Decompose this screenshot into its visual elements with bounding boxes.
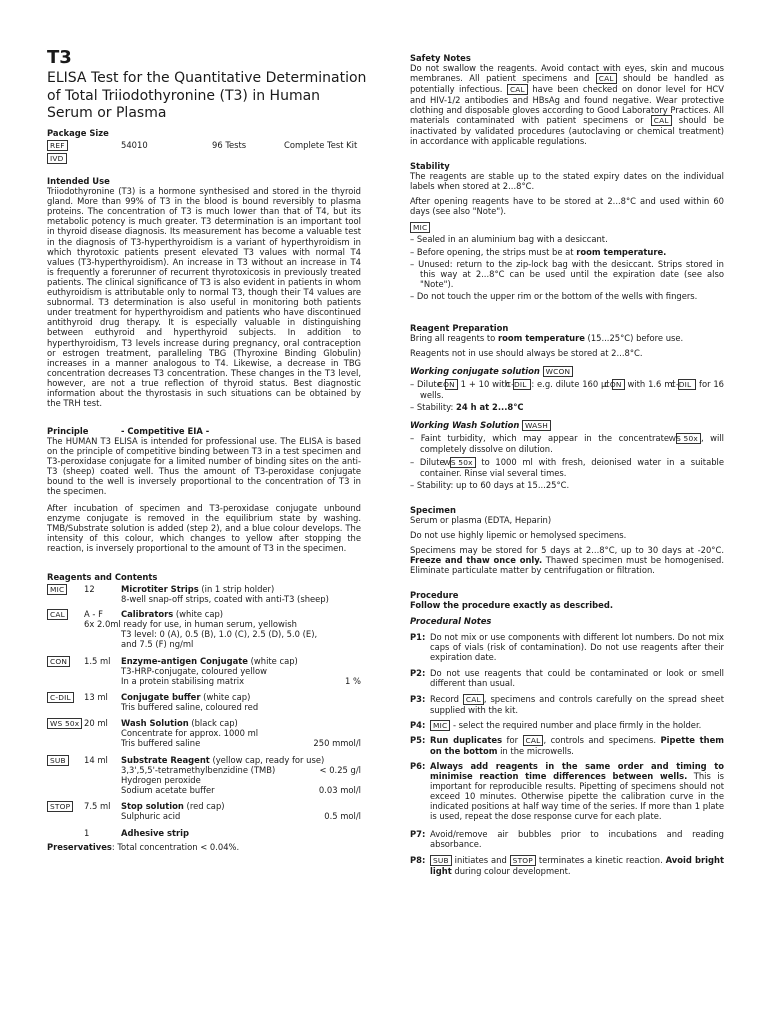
- wash-symbol: WASH: [522, 420, 551, 431]
- wcon-symbol: WCON: [543, 366, 574, 377]
- specimen-heading: Specimen: [410, 505, 456, 515]
- mic-symbol: MIC: [410, 222, 430, 233]
- working-wash-heading: Working Wash Solution WASH: [410, 420, 724, 431]
- working-wash-bullet-3: – Stability: up to 60 days at 15...25°C.: [410, 479, 570, 490]
- ws-symbol: WS 50x: [47, 718, 82, 729]
- stability-bullet-4: – Do not touch the upper rim or the bottom of the wells with fingers.: [410, 290, 698, 301]
- ws-name: Wash Solution: [121, 718, 189, 728]
- sub-qty: 14 ml: [84, 755, 108, 765]
- procedure-heading: Procedure: [410, 590, 459, 600]
- stop-val2: 0.5 mol/l: [324, 811, 361, 821]
- con-name: Enzyme-antigen Conjugate: [121, 656, 248, 666]
- ws-symbol: WS 50x: [450, 457, 475, 468]
- cdil-line2: Tris buffered saline, coloured red: [121, 702, 259, 713]
- con-qty: 1.5 ml: [84, 656, 111, 666]
- cal-symbol: CAL: [47, 609, 68, 620]
- stop-symbol: STOP: [47, 801, 73, 812]
- con-val3: 1 %: [345, 676, 361, 686]
- stability-bullet-3: – Unused: return to the zip-lock bag with the desiccant. Strips stored in this way at 2...8°C can be used until the expiration date (see also "Note").: [410, 258, 724, 289]
- cdil-desc: (white cap): [203, 692, 251, 702]
- cal-symbol: CAL: [523, 735, 544, 746]
- principle-method: - Competitive EIA -: [121, 426, 210, 436]
- stability-paragraph-2: After opening reagents have to be stored at 2...8°C and used within 60 days (see also "Note").: [410, 196, 724, 217]
- reagent-preparation-p1: Bring all reagents to room temperature (15...25°C) before use.: [410, 333, 684, 344]
- ref-symbol: REF: [47, 140, 68, 151]
- cal-symbol: CAL: [507, 84, 528, 95]
- specimen-p2: Do not use highly lipemic or hemolysed specimens.: [410, 530, 627, 541]
- document-subtitle: ELISA Test for the Quantitative Determination of Total Triiodothyronine (T3) in Human Serum or Plasma: [47, 70, 367, 121]
- sub-line2: 3,3',5,5'-tetramethylbenzidine (TMB): [121, 765, 276, 776]
- working-wash-bullet-2: – Dilute WS 50x to 1000 ml with fresh, deionised water in a suitable container. Rinse vial several times.: [410, 456, 725, 478]
- stop-desc: (red cap): [186, 801, 225, 811]
- cal-line4: and 7.5 (F) ng/ml: [121, 639, 194, 649]
- adhesive-name: Adhesive strip: [121, 828, 190, 838]
- sub-val2: < 0.25 g/l: [319, 765, 361, 775]
- ws-line2: Concentrate for approx. 1000 ml: [121, 728, 259, 739]
- working-wash-bullet-1: – Faint turbidity, which may appear in the concentrate WS 50x , will completely dissolve on dilution.: [410, 433, 725, 455]
- principle-heading: Principle: [47, 426, 89, 436]
- mic-name: Microtiter Strips: [121, 584, 199, 594]
- safety-notes-heading: Safety Notes: [410, 53, 471, 63]
- kit-type: Complete Test Kit: [284, 140, 358, 151]
- working-conjugate-heading: Working conjugate solution WCON: [410, 366, 724, 377]
- sub-symbol: SUB: [430, 855, 452, 866]
- procedure-section: Procedure Follow the procedure exactly as described. Procedural Notes P1: Do not mix or use components with different lot numbers. Do not mix caps of vials (risk of contamination). Do not use reagents after their expiration date. P2: Do not use reagents that could be contaminated or look or smell different than usual. P3: Record CAL , specimens and controls carefully on the spread sheet supplied with the kit. P4: MIC - select the required number and place firmly in the holder. P5: Run duplicates for CAL , controls and specimens. Pipette them on the bottom in the microwells. P6: Always add reagents in the same order and timing to minimise reaction time differences between wells. This is important for reproducible results. Pipetting of specimens should not exceed 10 minutes. Otherwise pipette the calibration curve in the indicated positions at half way time of the series. If more than 1 plate is used, repeat the dose response curve for each plate. P7: Avoid/remove air bubbles prior to incubations and reading absorbance. P8: SUB initiates and STOP terminates a kinetic reaction. Avoid bright light during colour development.: [410, 590, 724, 876]
- sub-name: Substrate Reagent: [121, 755, 210, 765]
- cal-symbol: CAL: [651, 115, 672, 126]
- cdil-qty: 13 ml: [84, 692, 108, 702]
- reagent-preparation-p2: Reagents not in use should always be stored at 2...8°C.: [410, 348, 643, 359]
- safety-notes-section: [410, 53, 724, 147]
- adhesive-qty: 1: [84, 828, 90, 838]
- working-conjugate-stability: – Stability: 24 h at 2...8°C: [410, 402, 524, 413]
- cdil-symbol: C-DIL: [678, 379, 697, 390]
- principle-paragraph-2: After incubation of specimen and T3-peroxidase conjugate unbound enzyme conjugate is removed in the equilibrium state by washing. TMB/Substrate solution is added (step 2), and a blue colour develops. The intensity of this colour, which changes to yellow after stopping the reaction, is inversely proportional to the amount of T3 in the specimen.: [47, 502, 361, 553]
- procedure-follow: Follow the procedure exactly as described.: [410, 600, 614, 611]
- cal-line2: 6x 2.0ml ready for use, in human serum, yellowish: [84, 619, 297, 629]
- document-title: T3: [47, 47, 72, 68]
- ref-number: 54010: [121, 140, 148, 151]
- sub-val4: 0.03 mol/l: [318, 785, 361, 795]
- cdil-name: Conjugate buffer: [121, 692, 201, 702]
- package-size-heading: Package Size: [47, 128, 109, 138]
- ws-desc: (black cap): [191, 718, 238, 728]
- specimen-section: [410, 505, 724, 576]
- mic-symbol: MIC: [430, 720, 450, 731]
- stability-paragraph-1: The reagents are stable up to the stated expiry dates on the individual labels when stored at 2...8°C.: [410, 171, 724, 192]
- stop-symbol: STOP: [510, 855, 536, 866]
- preservatives-line: [47, 842, 361, 852]
- sub-line3: Hydrogen peroxide: [121, 775, 201, 786]
- stability-heading: Stability: [410, 161, 450, 171]
- cdil-symbol: C-DIL: [47, 692, 74, 703]
- con-line2: T3-HRP-conjugate, coloured yellow: [121, 666, 267, 677]
- working-conjugate-bullet-1: – Dilute CON 1 + 10 with C-DIL : e.g. dilute 160 µl CON with 1.6 ml C-DIL for 16 wells.: [410, 379, 725, 401]
- ws-val3: 250 mmol/l: [313, 738, 361, 748]
- cal-line3: T3 level: 0 (A), 0.5 (B), 1.0 (C), 2.5 (D), 5.0 (E),: [121, 629, 318, 639]
- specimen-p3: Specimens may be stored for 5 days at 2...8°C, up to 30 days at -20°C. Freeze and thaw once only. Thawed specimen must be homogenised. Eliminate particulate matter by centrifugation or filtration.: [410, 545, 724, 576]
- specimen-p1: Serum or plasma (EDTA, Heparin): [410, 515, 552, 526]
- con-symbol: CON: [612, 379, 625, 390]
- stability-bullet-1: – Sealed in an aluminium bag with a desiccant.: [410, 234, 608, 245]
- intended-use-section: [47, 176, 361, 408]
- test-count: 96 Tests: [212, 140, 247, 151]
- safety-notes-text: Do not swallow the reagents. Avoid contact with eyes, skin and mucous membranes. All patient specimens and CAL should be handled as potentially infectious. CAL have been checked on donor level for HCV and HIV-1/2 antibodies and HBsAg and found negative. Wear protective clothing and disposable gloves according to Good Laboratory Practices. All materials contaminated with patient specimens or CAL should be inactivated by validated procedures (autoclaving or chemical treatment) in accordance with applicable regulations.: [410, 63, 725, 147]
- principle-paragraph-1: The HUMAN T3 ELISA is intended for professional use. The ELISA is based on the principle of competitive binding between T3 in a test specimen and T3-peroxidase conjugate for a limited number of binding sites on the anti-T3 (sheep) coated well. Thus the amount of T3-peroxidase conjugate bound to the well is inversely proportional to the concentration of T3 in the specimen.: [47, 436, 361, 497]
- cal-symbol: CAL: [596, 73, 617, 84]
- stability-section: [410, 161, 724, 301]
- mic-desc: (in 1 strip holder): [201, 584, 275, 594]
- reagents-section: [47, 572, 361, 862]
- mic-line2: 8-well snap-off strips, coated with anti-T3 (sheep): [121, 594, 329, 605]
- procedural-notes-heading: Procedural Notes: [410, 616, 492, 627]
- ws-symbol: WS 50x: [676, 433, 701, 444]
- stop-line2: Sulphuric acid: [121, 811, 181, 822]
- package-size-section: [47, 128, 361, 165]
- reagents-heading: Reagents and Contents: [47, 572, 158, 582]
- preservatives-text: : Total concentration < 0.04%.: [111, 842, 240, 852]
- cal-desc: (white cap): [175, 609, 224, 619]
- stop-name: Stop solution: [121, 801, 184, 811]
- reagent-preparation-heading: Reagent Preparation: [410, 323, 509, 333]
- cal-qty: A - F: [84, 609, 103, 619]
- con-symbol: CON: [445, 379, 458, 390]
- sub-line4: Sodium acetate buffer: [121, 785, 215, 796]
- cdil-symbol: C-DIL: [513, 379, 532, 390]
- cal-symbol: CAL: [463, 694, 484, 705]
- stop-qty: 7.5 ml: [84, 801, 111, 811]
- ws-line3: Tris buffered saline: [121, 738, 201, 749]
- con-desc: (white cap): [250, 656, 298, 666]
- ivd-symbol: IVD: [47, 153, 67, 164]
- con-line3: In a protein stabilising matrix: [121, 676, 245, 687]
- mic-qty: 12: [84, 584, 95, 594]
- ws-qty: 20 ml: [84, 718, 108, 728]
- preservatives-label: Preservatives: [47, 842, 112, 852]
- cal-name: Calibrators: [121, 609, 174, 619]
- principle-section: [47, 426, 361, 553]
- sub-symbol: SUB: [47, 755, 69, 766]
- reagent-preparation-section: [410, 323, 724, 490]
- intended-use-heading: Intended Use: [47, 176, 110, 186]
- mic-symbol: MIC: [47, 584, 67, 595]
- sub-desc: (yellow cap, ready for use): [212, 755, 325, 765]
- intended-use-text: Triiodothyronine (T3) is a hormone synthesised and stored in the thyroid gland. More than 99% of T3 in the blood is bound reversibly to plasma proteins. The concentration of T3 is much lower than that of T4, but its metabolic potency is much greater. T3 determination is an important tool in thyroid disease diagnosis. Its measurement has become a valuable test in the diagnosis of T3-hyperthyroidism is a variant of hyperthyroidism in which thyrotoxic patients present elevated T3 values with normal T4 values (T3-hyperthyroidism). An increase in T3 without an increase in T4 is frequently a forerunner of recurrent thyrotoxicosis in previously treated patients. The clinical significance of T3 is also evident in patients in whom euthyroidism is attributable only to normal T3, though their T4 values are subnormal. T3 determination is also useful in monitoring both patients under treatment for hyperthyroidism and patients who have discontinued antithyroid drug therapy. It is especially valuable in distinguishing between euthyroid and hyperthyroid subjects. In addition to hyperthyroidism, T3 levels increase during pregnancy, oral contraception or estrogen treatment, paralleling TBG (Thyroxine Binding Globulin) increases in a manner analogous to T4. Likewise, a decrease in TBG concentration decreases T3 concentration. These changes in the T3 level, however, are not a true reflection of thyroid status. Best diagnostic information about the thyrostasis in such situations can be obtained by the TRH test.: [47, 186, 361, 409]
- con-symbol: CON: [47, 656, 70, 667]
- stability-bullet-2: – Before opening, the strips must be at room temperature.: [410, 246, 667, 257]
